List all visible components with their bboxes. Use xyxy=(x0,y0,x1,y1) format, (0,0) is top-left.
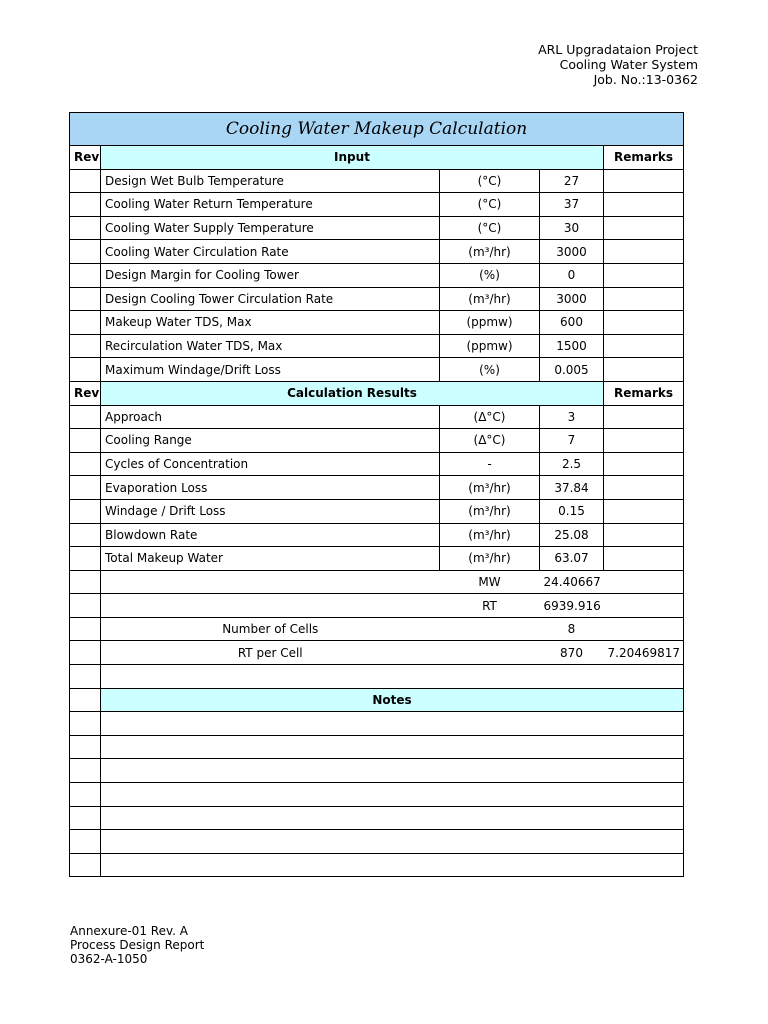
notes-row xyxy=(70,830,684,854)
input-value: 600 xyxy=(540,311,604,335)
rt-label: RT xyxy=(440,594,540,618)
rt-per-cell-extra: 7.20469817 xyxy=(604,641,684,665)
rev-cell xyxy=(70,806,101,830)
result-row xyxy=(70,429,684,453)
notes-row xyxy=(70,759,684,783)
result-description: Evaporation Loss xyxy=(101,476,440,500)
remarks-cell xyxy=(604,358,684,382)
rt-per-cell-label: RT per Cell xyxy=(101,641,440,665)
rev-cell xyxy=(70,311,101,335)
notes-row xyxy=(70,853,684,877)
rt-row xyxy=(70,594,684,618)
rev-cell xyxy=(70,735,101,759)
input-description: Makeup Water TDS, Max xyxy=(101,311,440,335)
job-number: Job. No.:13-0362 xyxy=(593,72,698,87)
input-description: Cooling Water Circulation Rate xyxy=(101,240,440,264)
input-description: Maximum Windage/Drift Loss xyxy=(101,358,440,382)
table-title: Cooling Water Makeup Calculation xyxy=(70,113,684,146)
rev-header: Rev xyxy=(70,381,101,405)
rev-header: Rev xyxy=(70,146,101,170)
rev-cell xyxy=(70,665,101,689)
results-header-row xyxy=(70,381,684,405)
remarks-cell xyxy=(604,169,684,193)
input-description: Design Cooling Tower Circulation Rate xyxy=(101,287,440,311)
input-unit: (°C) xyxy=(440,169,540,193)
input-unit: (%) xyxy=(440,263,540,287)
note-cell xyxy=(101,806,684,830)
input-row xyxy=(70,169,684,193)
result-value: 25.08 xyxy=(540,523,604,547)
input-value: 37 xyxy=(540,193,604,217)
notes-row xyxy=(70,806,684,830)
input-value: 0.005 xyxy=(540,358,604,382)
result-unit: (m³/hr) xyxy=(440,523,540,547)
input-value: 3000 xyxy=(540,240,604,264)
input-row xyxy=(70,358,684,382)
cells-label: Number of Cells xyxy=(101,617,440,641)
result-value: 0.15 xyxy=(540,499,604,523)
result-unit: (Δ°C) xyxy=(440,429,540,453)
note-cell xyxy=(101,830,684,854)
result-row xyxy=(70,523,684,547)
input-row xyxy=(70,287,684,311)
result-value: 7 xyxy=(540,429,604,453)
notes-row xyxy=(70,735,684,759)
note-cell xyxy=(101,853,684,877)
rev-cell xyxy=(70,358,101,382)
result-description: Approach xyxy=(101,405,440,429)
remarks-cell xyxy=(604,476,684,500)
blank-cell xyxy=(101,665,684,689)
rev-cell xyxy=(70,641,101,665)
input-description: Cooling Water Supply Temperature xyxy=(101,216,440,240)
result-row xyxy=(70,476,684,500)
note-cell xyxy=(101,783,684,807)
rev-cell xyxy=(70,547,101,571)
rev-cell xyxy=(70,570,101,594)
result-value: 2.5 xyxy=(540,452,604,476)
result-row xyxy=(70,547,684,571)
system-name: Cooling Water System xyxy=(559,57,698,72)
rev-cell xyxy=(70,216,101,240)
rev-cell xyxy=(70,853,101,877)
input-value: 30 xyxy=(540,216,604,240)
result-description: Cooling Range xyxy=(101,429,440,453)
blank-cell xyxy=(440,641,540,665)
rev-cell xyxy=(70,617,101,641)
input-value: 27 xyxy=(540,169,604,193)
remarks-cell xyxy=(604,334,684,358)
calculation-table xyxy=(69,112,684,877)
remarks-cell xyxy=(604,311,684,335)
cells-row xyxy=(70,617,684,641)
rev-cell xyxy=(70,405,101,429)
rev-cell xyxy=(70,783,101,807)
note-cell xyxy=(101,735,684,759)
blank-cell xyxy=(604,570,684,594)
notes-row xyxy=(70,712,684,736)
result-description: Cycles of Concentration xyxy=(101,452,440,476)
document-footer xyxy=(70,924,204,966)
input-value: 1500 xyxy=(540,334,604,358)
remarks-cell xyxy=(604,240,684,264)
mw-row xyxy=(70,570,684,594)
blank-cell xyxy=(440,617,540,641)
input-value: 0 xyxy=(540,263,604,287)
input-unit: (%) xyxy=(440,358,540,382)
cells-value: 8 xyxy=(540,617,604,641)
remarks-cell xyxy=(604,547,684,571)
rev-cell xyxy=(70,712,101,736)
input-row xyxy=(70,263,684,287)
report-name: Process Design Report xyxy=(70,938,205,952)
input-row xyxy=(70,334,684,358)
notes-row xyxy=(70,783,684,807)
blank-cell xyxy=(101,594,440,618)
input-description: Cooling Water Return Temperature xyxy=(101,193,440,217)
result-value: 37.84 xyxy=(540,476,604,500)
rev-cell xyxy=(70,759,101,783)
remarks-cell xyxy=(604,287,684,311)
project-name: ARL Upgradataion Project xyxy=(538,42,698,57)
input-unit: (ppmw) xyxy=(440,334,540,358)
remarks-cell xyxy=(604,523,684,547)
result-row xyxy=(70,405,684,429)
note-cell xyxy=(101,759,684,783)
input-section-header: Input xyxy=(101,146,604,170)
input-unit: (°C) xyxy=(440,216,540,240)
input-description: Recirculation Water TDS, Max xyxy=(101,334,440,358)
mw-value: 24.40667 xyxy=(540,570,604,594)
rev-cell xyxy=(70,240,101,264)
blank-cell xyxy=(101,570,440,594)
input-row xyxy=(70,193,684,217)
rev-cell xyxy=(70,594,101,618)
rev-cell xyxy=(70,452,101,476)
remarks-cell xyxy=(604,452,684,476)
input-description: Design Wet Bulb Temperature xyxy=(101,169,440,193)
result-unit: (Δ°C) xyxy=(440,405,540,429)
remarks-header: Remarks xyxy=(604,146,684,170)
input-row xyxy=(70,311,684,335)
blank-cell xyxy=(604,617,684,641)
remarks-cell xyxy=(604,263,684,287)
rev-cell xyxy=(70,476,101,500)
mw-label: MW xyxy=(440,570,540,594)
rev-cell xyxy=(70,523,101,547)
rt-per-cell-row xyxy=(70,641,684,665)
result-value: 63.07 xyxy=(540,547,604,571)
document-number: 0362-A-1050 xyxy=(70,952,148,966)
input-unit: (m³/hr) xyxy=(440,287,540,311)
result-description: Blowdown Rate xyxy=(101,523,440,547)
rev-cell xyxy=(70,263,101,287)
document-header xyxy=(538,42,698,87)
result-unit: (m³/hr) xyxy=(440,547,540,571)
result-unit: - xyxy=(440,452,540,476)
remarks-cell xyxy=(604,405,684,429)
result-description: Total Makeup Water xyxy=(101,547,440,571)
rev-cell xyxy=(70,287,101,311)
remarks-cell xyxy=(604,193,684,217)
input-unit: (m³/hr) xyxy=(440,240,540,264)
note-cell xyxy=(101,712,684,736)
result-unit: (m³/hr) xyxy=(440,499,540,523)
rev-cell xyxy=(70,830,101,854)
blank-row xyxy=(70,665,684,689)
notes-header-row xyxy=(70,688,684,712)
rt-per-cell-value: 870 xyxy=(540,641,604,665)
input-row xyxy=(70,216,684,240)
input-row xyxy=(70,240,684,264)
rev-cell xyxy=(70,688,101,712)
rev-cell xyxy=(70,499,101,523)
rev-cell xyxy=(70,334,101,358)
input-unit: (°C) xyxy=(440,193,540,217)
remarks-cell xyxy=(604,499,684,523)
remarks-cell xyxy=(604,429,684,453)
rev-cell xyxy=(70,429,101,453)
title-row xyxy=(70,113,684,146)
remarks-cell xyxy=(604,216,684,240)
result-unit: (m³/hr) xyxy=(440,476,540,500)
result-row xyxy=(70,452,684,476)
result-description: Windage / Drift Loss xyxy=(101,499,440,523)
results-section-header: Calculation Results xyxy=(101,381,604,405)
notes-section-header: Notes xyxy=(101,688,684,712)
input-description: Design Margin for Cooling Tower xyxy=(101,263,440,287)
rev-cell xyxy=(70,193,101,217)
rt-value: 6939.916 xyxy=(540,594,604,618)
result-value: 3 xyxy=(540,405,604,429)
input-value: 3000 xyxy=(540,287,604,311)
blank-cell xyxy=(604,594,684,618)
remarks-header: Remarks xyxy=(604,381,684,405)
rev-cell xyxy=(70,169,101,193)
input-header-row xyxy=(70,146,684,170)
result-row xyxy=(70,499,684,523)
annexure-label: Annexure-01 Rev. A xyxy=(70,924,188,938)
input-unit: (ppmw) xyxy=(440,311,540,335)
